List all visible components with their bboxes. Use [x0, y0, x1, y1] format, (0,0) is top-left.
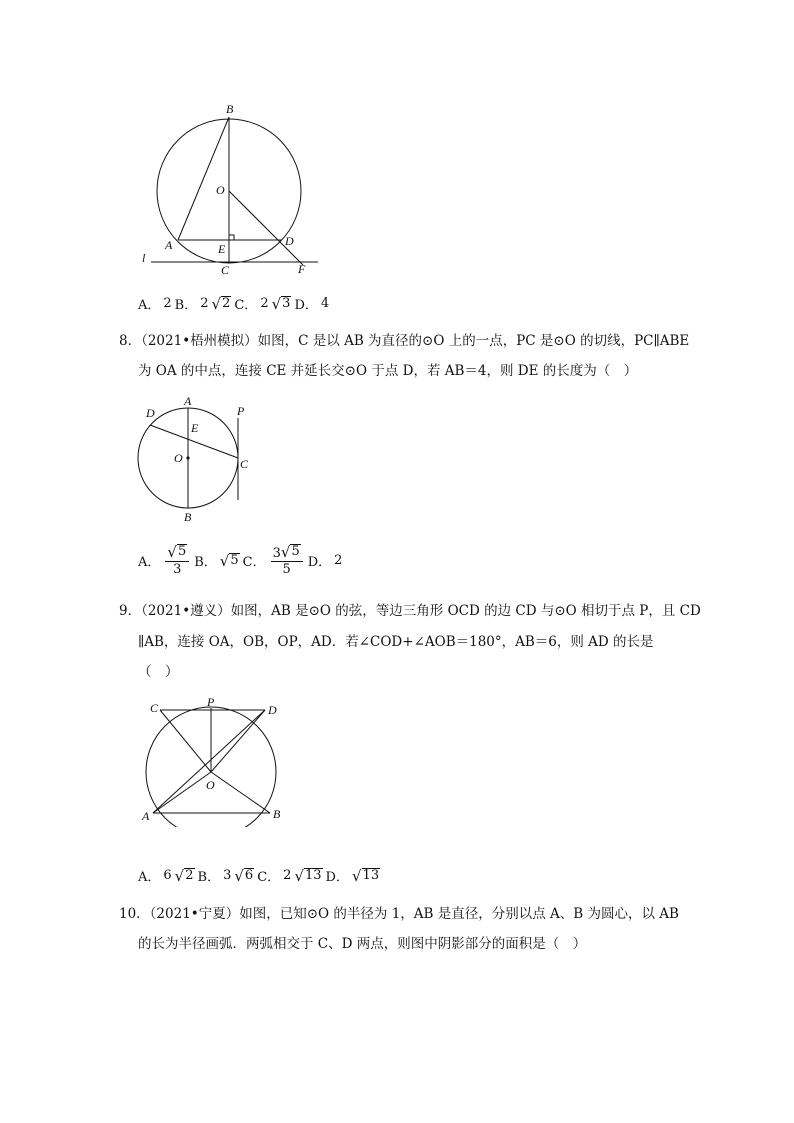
- q7-label-O: O: [216, 183, 225, 197]
- q8-option-a-num-radicand: 5: [177, 544, 187, 559]
- q8-option-c-num-coef: 3: [272, 546, 281, 561]
- q8-stem-line1: 8．（2021•梧州模拟）如图，C 是以 AB 为直径的⊙O 上的一点，PC 是⊙O 的切线，PC∥ABE: [119, 333, 690, 349]
- q8-label-E: E: [191, 421, 199, 435]
- q9-label-C: C: [150, 701, 159, 715]
- q7-segment-OF: [229, 191, 303, 265]
- q8-label-P: P: [237, 404, 245, 418]
- q9-option-c-coef: 2: [283, 868, 292, 883]
- q7-label-B: B: [226, 102, 234, 116]
- q9-segment-BO: [211, 772, 270, 813]
- q8-option-b-radical: √ 5: [219, 551, 239, 570]
- q8-option-d-letter: D．: [307, 555, 332, 570]
- q9-option-c-letter: C．: [257, 870, 281, 885]
- q8-center-dot: [186, 456, 189, 459]
- q8-stem-line2: 为 OA 的中点，连接 CE 并延长交⊙O 于点 D，若 AB＝4，则 DE 的长度为（ ）: [138, 363, 638, 379]
- q8-label-A: A: [184, 394, 192, 408]
- q7-option-d-value: 4: [320, 296, 330, 311]
- q9-option-a-radical: √ 2: [174, 866, 194, 885]
- q8-option-a-fraction: √ 5 3: [165, 544, 189, 577]
- q7-option-b-letter: B．: [174, 298, 198, 313]
- q9-segment-CO: [160, 710, 211, 772]
- q9-figure: [135, 692, 295, 827]
- q9-option-a-coef: 6: [163, 868, 172, 883]
- q9-option-c-radical: √ 13: [294, 866, 322, 885]
- q9-label-D: D: [268, 703, 277, 717]
- q8-option-c-fraction: 3 √ 5 5: [271, 544, 303, 577]
- q9-stem-line1: 9．（2021•遵义）如图，AB 是⊙O 的弦，等边三角形 OCD 的边 CD 与⊙O 相切于点 P，且 CD: [119, 603, 701, 619]
- q7-label-E: E: [218, 242, 226, 256]
- q8-option-c-num-radicand: 5: [291, 544, 300, 559]
- q9-option-b-radical: √ 6: [234, 866, 254, 885]
- q7-option-b-radicand: 2: [222, 295, 231, 311]
- q8-option-b-letter: B．: [194, 555, 217, 570]
- q8-label-B: B: [184, 510, 192, 524]
- q8-option-a-den: 3: [173, 562, 182, 577]
- q8-option-c-letter: C．: [242, 555, 266, 570]
- q9-segment-DO: [211, 710, 265, 772]
- q8-label-C: C: [240, 457, 249, 471]
- q8-label-O: O: [174, 451, 183, 465]
- q7-option-c-coef: 2: [260, 296, 269, 311]
- q9-option-c-radicand: 13: [305, 867, 322, 883]
- q9-option-b-radicand: 6: [244, 867, 254, 883]
- q9-label-O: O: [206, 778, 215, 792]
- q9-label-P: P: [207, 695, 215, 709]
- q9-option-a-radicand: 2: [185, 867, 194, 883]
- q8-options: [138, 544, 342, 577]
- q10-stem-line1: 10．（2021•宁夏）如图，已知⊙O 的半径为 1，AB 是直径，分别以点 A、B 为圆心，以 AB: [119, 906, 679, 922]
- q9-stem-line3: （ ）: [138, 664, 179, 680]
- q7-option-c-letter: C．: [234, 298, 258, 313]
- q8-figure: [130, 390, 260, 525]
- q8-option-c-den: 5: [282, 562, 291, 577]
- q7-option-b-coef: 2: [200, 296, 209, 311]
- q7-label-C: C: [221, 263, 230, 275]
- q8-option-d-value: 2: [334, 553, 343, 568]
- q9-label-B: B: [273, 807, 281, 821]
- q9-option-d-letter: D．: [325, 870, 349, 885]
- q9-option-d-radical: √ 13: [351, 866, 380, 885]
- q7-label-l: l: [142, 251, 146, 265]
- q8-option-a-letter: A．: [138, 555, 161, 570]
- q7-label-F: F: [298, 262, 306, 275]
- q8-label-D: D: [146, 406, 155, 420]
- q9-options: [138, 866, 380, 885]
- q9-option-d-radicand: 13: [362, 867, 380, 883]
- q9-stem-line2: ∥AB，连接 OA，OB，OP，AD．若∠COD+∠AOB＝180°，AB＝6，则 AD 的长是: [138, 634, 654, 650]
- q7-right-angle-mark: [229, 235, 234, 240]
- q8-option-b-radicand: 5: [230, 552, 239, 568]
- q9-label-A: A: [142, 809, 150, 823]
- q9-option-b-letter: B．: [197, 870, 221, 885]
- q9-option-a-letter: A．: [138, 870, 161, 885]
- q10-stem-line2: 的长为半径画弧．两弧相交于 C、D 两点，则图中阴影部分的面积是（ ）: [138, 936, 587, 952]
- q7-option-a-value: 2: [163, 296, 172, 311]
- q7-option-d-letter: D．: [294, 298, 318, 313]
- q7-label-D: D: [285, 234, 294, 248]
- q7-option-b-radical: √ 2: [211, 294, 231, 313]
- q9-segment-AO: [153, 772, 211, 813]
- q7-figure: [130, 95, 340, 275]
- q7-option-a-letter: A．: [138, 298, 161, 313]
- q7-label-A: A: [165, 238, 173, 252]
- q7-options: [138, 294, 329, 313]
- q7-segment-AB: [178, 117, 229, 240]
- q7-option-c-radicand: 3: [282, 295, 291, 311]
- q7-option-c-radical: √ 3: [271, 294, 291, 313]
- q9-option-b-coef: 3: [223, 868, 232, 883]
